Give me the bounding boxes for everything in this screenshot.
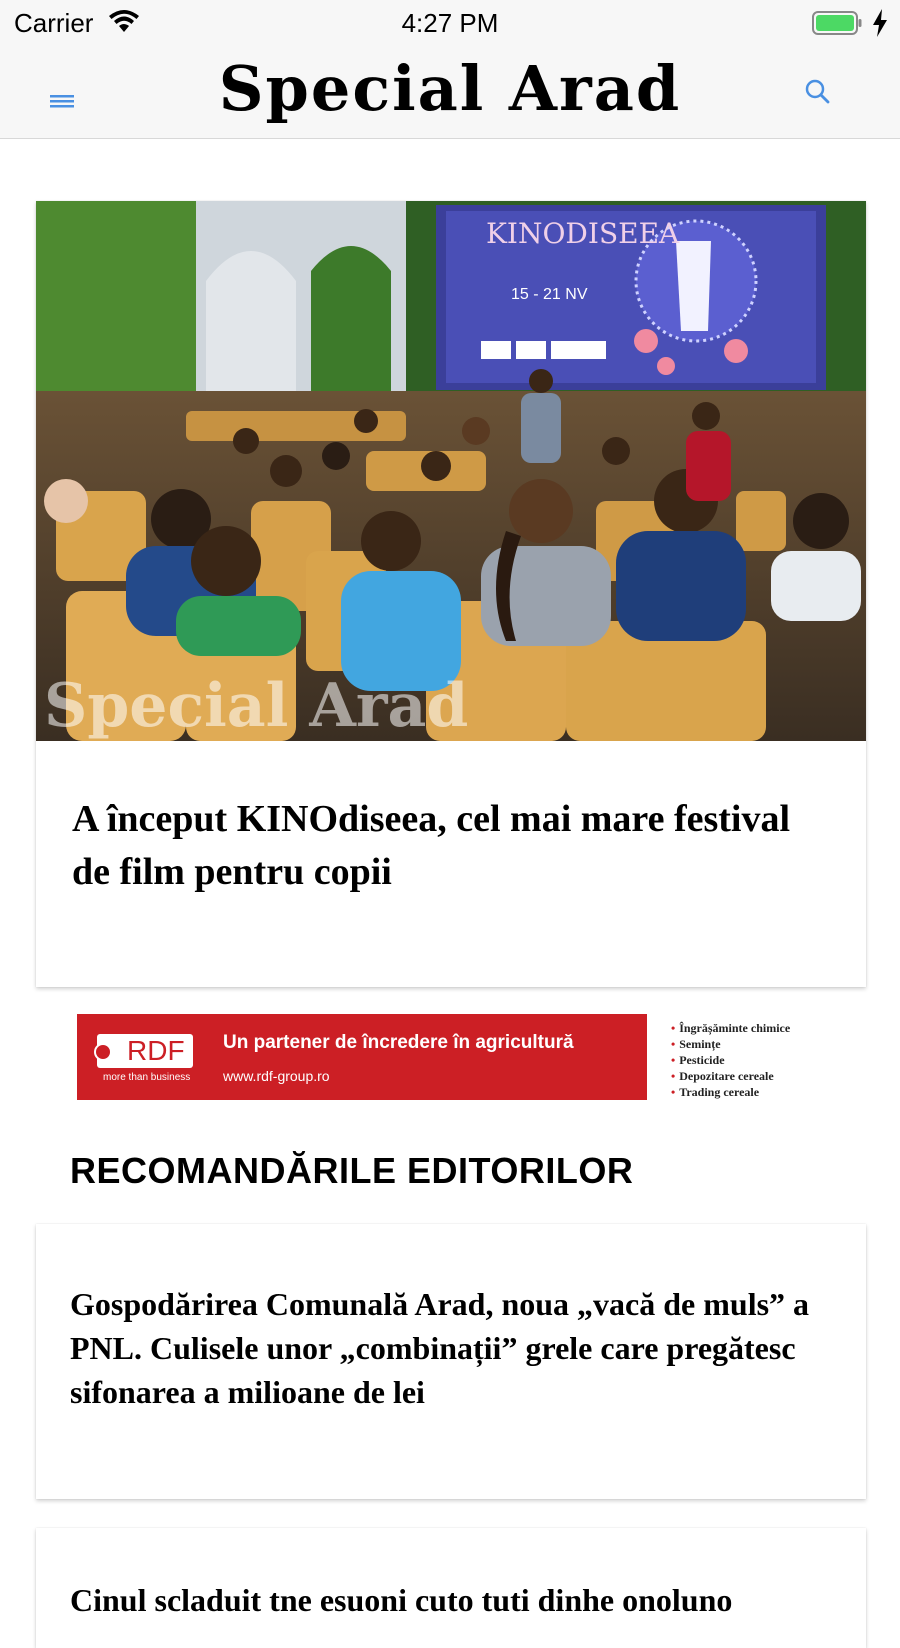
featured-article-card[interactable] (36, 201, 866, 987)
screen-dates-text: 15 - 21 NV (511, 286, 588, 303)
image-watermark: Special Arad (44, 671, 469, 741)
screen-title-text: KINODISEEA (486, 217, 680, 250)
rdf-logo (97, 1034, 193, 1068)
rdf-logo-text: RDF (127, 1035, 185, 1066)
section-title-editors-picks: RECOMANDĂRILE EDITORILOR (70, 1150, 634, 1191)
ad-url: www.rdf-group.ro (223, 1068, 330, 1084)
ad-service-item: • Depozitare cereale (671, 1068, 790, 1084)
status-bar (0, 0, 900, 46)
clock: 4:27 PM (401, 8, 499, 38)
carrier-label: Carrier (14, 8, 94, 38)
rdf-logo-dot-icon (94, 1043, 112, 1061)
ad-service-item: • Pesticide (671, 1052, 790, 1068)
rdf-logo-subtitle: more than business (103, 1072, 191, 1083)
site-logo[interactable]: Special Arad (218, 52, 682, 125)
recommendation-title[interactable]: Cinul scladuit tne esuoni cuto tuti dinhe onoluno (70, 1582, 733, 1618)
bolt-icon (872, 9, 888, 37)
ad-tagline: Un partener de încredere în agricultură (223, 1032, 574, 1053)
battery-full-icon (812, 11, 862, 35)
app-header (0, 46, 900, 139)
recommendation-title[interactable]: Gospodărirea Comunală Arad, noua „vacă de muls” a PNL. Culisele unor „combinații” grele care pregătesc sifonarea a milioane de lei (70, 1286, 810, 1410)
featured-article-image[interactable] (36, 201, 866, 741)
search-icon[interactable] (800, 74, 836, 110)
featured-article-title[interactable]: A început KINOdiseea, cel mai mare festival de film pentru copii (72, 798, 791, 893)
recommendation-card[interactable] (36, 1224, 866, 1499)
ad-service-item: • Trading cereale (671, 1084, 790, 1100)
ad-service-item: • Îngrășăminte chimice (671, 1020, 790, 1036)
ad-banner[interactable] (77, 1014, 817, 1102)
ad-services-list (671, 1020, 790, 1100)
ad-service-item: • Semințe (671, 1036, 790, 1052)
ad-red-panel (77, 1014, 647, 1100)
recommendation-card[interactable] (36, 1528, 866, 1648)
